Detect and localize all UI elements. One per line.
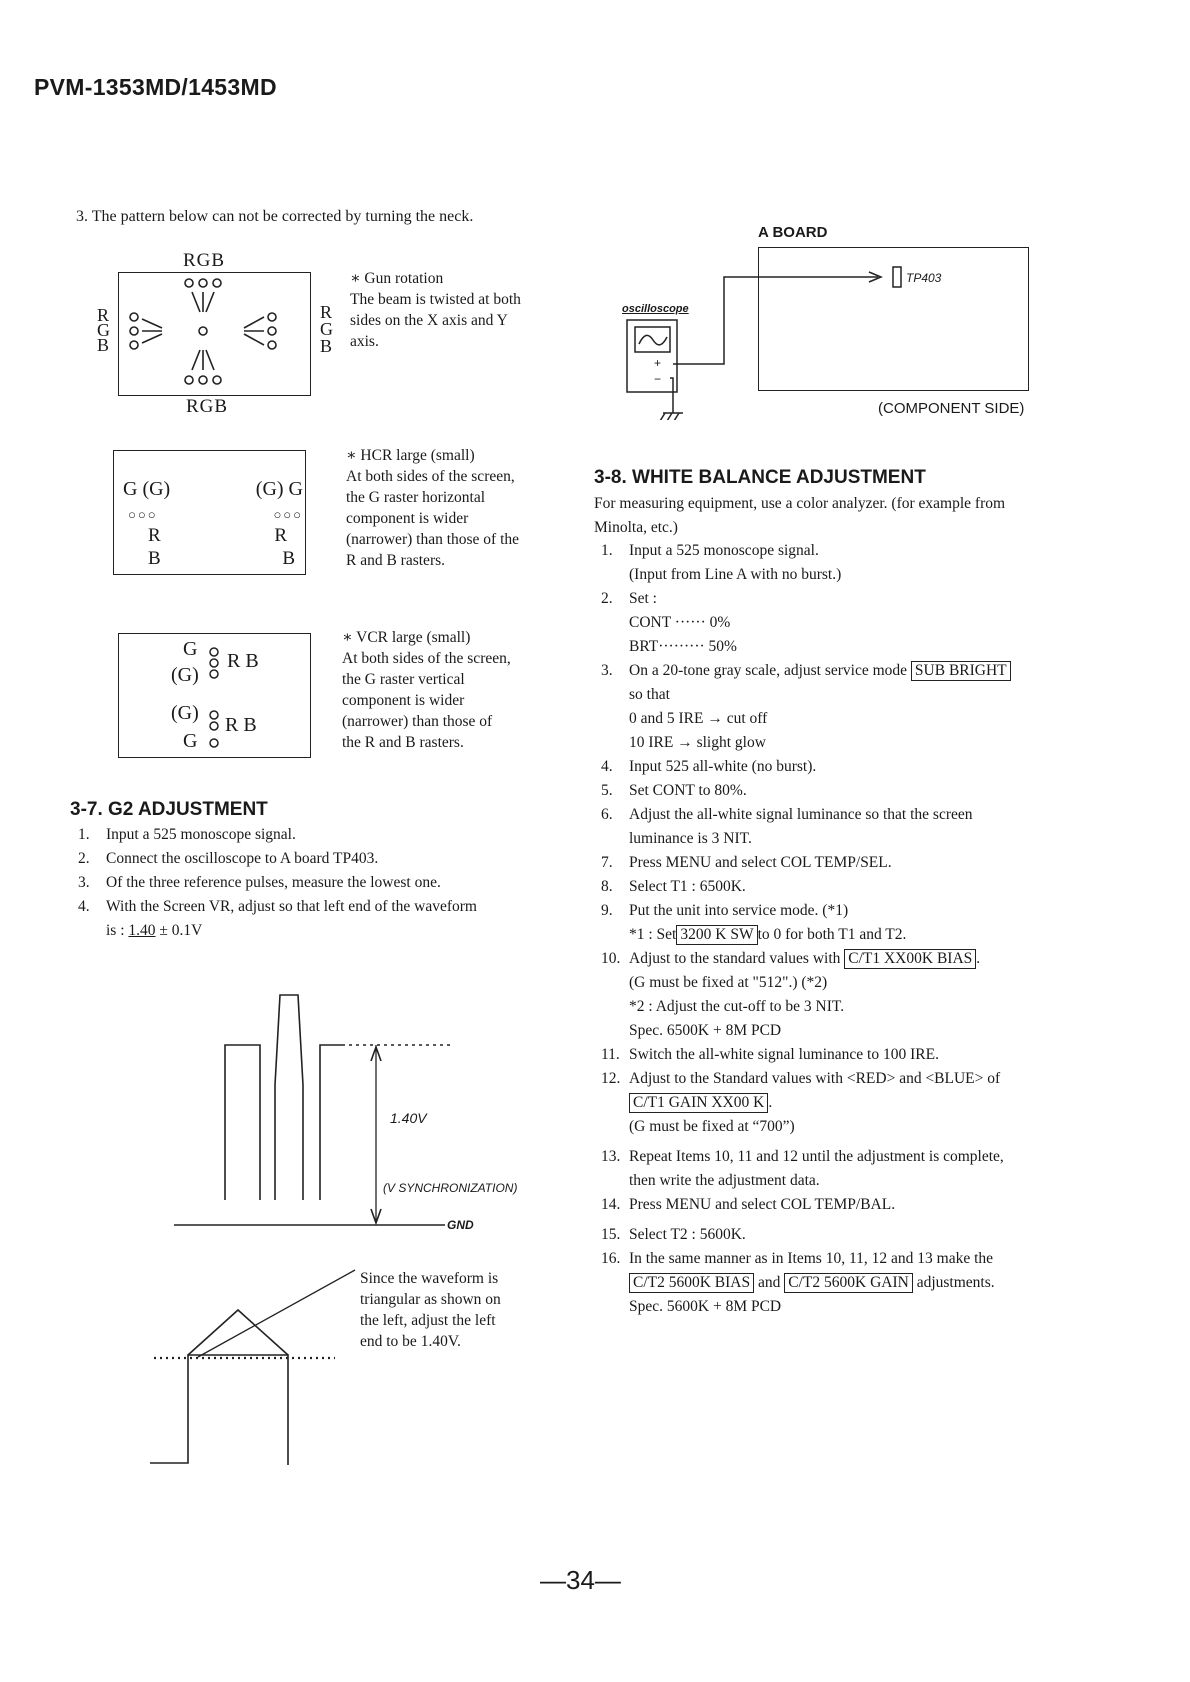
ground-wire [670,378,673,413]
wb-step-11 [601,1043,1086,1067]
wb-intro [594,492,1005,540]
triangular-peak [188,1310,288,1355]
wb-step-3-glow: 10 IRE → slight glow [629,734,766,751]
step-text: Press MENU and select COL TEMP/BAL. [629,1196,896,1213]
gun-beam-line [192,292,200,312]
gun-beam-line [244,317,264,328]
vcr-rb-top: R B [227,650,259,672]
wb-step-6 [601,803,1086,827]
waveform-pulse-1 [225,1045,260,1200]
hcr-left-top: G (G) [123,478,171,500]
waveform-pulse-2 [275,995,303,1200]
vcr-g-bottom: G [183,730,198,752]
gun-beam-line [142,334,162,343]
triangular-waveform-diagram [150,1265,370,1470]
gun-rotation-line: axis. [350,333,379,350]
wb-step-12-key [601,1091,1086,1115]
hcr-note [346,445,519,571]
step-text: adjustments. [916,1274,995,1291]
wb-step-2-cont: CONT ······ 0% [629,614,731,631]
probe-wire [673,277,878,364]
gun-dot [199,376,207,384]
wb-step-10-spec: Spec. 6500K + 8M PCD [629,1022,782,1039]
vcr-line: the R and B rasters. [342,734,464,751]
step-num: 6. [601,806,613,823]
gun-right-label [320,304,333,355]
wb-steps [601,539,1086,1319]
g2-step [78,823,598,847]
gun-beam-line [192,350,200,370]
g2-step [78,871,598,895]
hcr-right-dots: ○○○ [273,507,303,522]
wb-step-2-brt: BRT········· 50% [629,638,737,655]
vcr-gp-bottom: (G) [171,702,199,724]
g2-target-value: 1.40 [128,922,156,939]
hcr-title: ∗ HCR large (small) [346,447,475,464]
step-text: In the same manner as in Items 10, 11, 12 and 13 make the [629,1250,994,1267]
wb-step-3 [601,659,1086,683]
hcr-left-r: R [148,525,161,546]
step-num: 12. [601,1070,621,1087]
wb-intro-line: For measuring equipment, use a color analyzer. (for example from [594,495,1006,512]
triangular-note-line: Since the waveform is [360,1270,499,1287]
probe-minus-label: − [654,372,662,386]
probe-plus-label: + [654,356,662,370]
g2-step [78,895,598,919]
step-num: 2. [601,590,613,607]
section-intro-text: 3. The pattern below can not be corrected by turning the neck. [76,208,474,225]
step-num: 15. [601,1226,621,1243]
gun-dot [130,341,138,349]
waveform-voltage-label: 1.40V [390,1110,427,1126]
hcr-line: R and B rasters. [346,552,446,569]
step-num: 10. [601,950,621,967]
tp403-connector [893,267,901,287]
gun-left-label [97,305,110,355]
wb-step-16 [601,1247,1086,1271]
document-model-title: PVM-1353MD/1453MD [34,74,277,100]
3200k-sw-key: 3200 K SW [676,925,757,945]
step-text: Select T1 : 6500K. [629,878,746,895]
wb-intro-line: Minolta, etc.) [594,519,678,536]
hcr-raster-box [113,450,306,575]
step-text: Input a 525 monoscope signal. [629,542,819,559]
gun-dot [130,313,138,321]
g2-step4-prefix: is : [106,922,129,939]
g2-step-text: Input a 525 monoscope signal. [106,826,296,843]
wb-step-4 [601,755,1086,779]
wb-step-1-sub: (Input from Line A with no burst.) [629,566,842,583]
step-num: 11. [601,1046,620,1063]
wb-step-16-keys [601,1271,1086,1295]
step-num: 14. [601,1196,621,1213]
vcr-g-top: G [183,638,198,660]
hcr-right-r: R [274,525,287,546]
step-num: 7. [601,854,613,871]
vcr-line: the G raster vertical [342,671,465,688]
step-text: *1 : Set [629,926,677,943]
page-number: —34— [540,1565,621,1595]
wb-step-3-cutoff: 0 and 5 IRE → cut off [629,710,768,727]
component-side-label: (COMPONENT SIDE) [878,400,1025,417]
step-text: Repeat Items 10, 11 and 12 until the adjustment is complete, [629,1148,1004,1165]
step-text: Select T2 : 5600K. [629,1226,746,1243]
g2-tolerance: ± 0.1V [155,922,203,939]
gun-left-g: G [97,320,110,340]
g2-step-text: Of the three reference pulses, measure the lowest one. [106,874,441,891]
step-text: Adjust the all-white signal luminance so that the screen [629,806,973,823]
step-num: 8. [601,878,613,895]
step-num: 13. [601,1148,621,1165]
gun-dot [268,313,276,321]
vcr-raster-box [118,633,311,758]
wb-step-14 [601,1193,1086,1217]
wb-step-5 [601,779,1086,803]
hcr-left-dots: ○○○ [128,507,158,522]
g2-step-num: 4. [78,898,90,915]
wb-step-8 [601,875,1086,899]
a-board-title: A BOARD [758,224,828,241]
gun-bottom-label: RGB [186,396,229,417]
wb-step-13 [601,1145,1086,1169]
vcr-rb-bottom: R B [225,714,257,736]
gun-left-r: R [97,305,110,325]
triangular-note-line: triangular as shown on [360,1291,501,1308]
vcr-line: component is wider [342,692,465,709]
wb-step-9-sub [601,923,1086,947]
ct1-gain-key: C/T1 GAIN XX00 K [629,1093,768,1113]
hcr-right-b: B [282,548,295,569]
step-text: . [768,1094,773,1111]
ct2-bias-key: C/T2 5600K BIAS [629,1273,754,1293]
hcr-line: the G raster horizontal [346,489,486,506]
step-text: Press MENU and select COL TEMP/SEL. [629,854,892,871]
wb-step-13-sub: then write the adjustment data. [629,1172,820,1189]
step-text: . [976,950,981,967]
wb-step-3-sub: so that [629,686,670,703]
hcr-line: (narrower) than those of the [346,531,520,548]
step-num: 5. [601,782,613,799]
gun-center-dot [199,327,207,335]
wb-step-12-g: (G must be fixed at “700”) [629,1118,795,1135]
step-text: to 0 for both T1 and T2. [757,926,907,943]
g2-step-text: With the Screen VR, adjust so that left end of the waveform [106,898,477,915]
gun-beam-line [142,319,162,328]
gun-right-r: R [320,302,333,322]
wb-step-10-cutoff: *2 : Adjust the cut-off to be 3 NIT. [629,998,845,1015]
wb-step-10-g: (G must be fixed at "512".) (*2) [629,974,828,991]
hcr-line: component is wider [346,510,469,527]
vcr-line: (narrower) than those of [342,713,493,730]
triangular-note-line: the left, adjust the left [360,1312,496,1329]
gun-rotation-line: sides on the X axis and Y [350,312,508,329]
step-text: Adjust to the standard values with [629,950,841,967]
step-text: Input 525 all-white (no burst). [629,758,817,775]
wb-step-2 [601,587,1086,611]
step-text: Set CONT to 80%. [629,782,747,799]
hcr-line: At both sides of the screen, [346,468,515,485]
gun-dot [130,327,138,335]
waveform-pulse-3 [320,1045,342,1200]
ct2-gain-key: C/T2 5600K GAIN [784,1273,913,1293]
triangular-pulse [150,1355,288,1465]
triangular-note [360,1268,501,1352]
wb-step-16-spec: Spec. 5600K + 8M PCD [629,1298,782,1315]
gun-left-b: B [97,335,110,355]
step-num: 3. [601,662,613,679]
g2-step-num: 3. [78,874,90,891]
step-num: 1. [601,542,613,559]
tp403-label: TP403 [906,271,942,285]
gun-dot [213,376,221,384]
triangular-note-line: end to be 1.40V. [360,1333,461,1350]
gun-dot [185,376,193,384]
vcr-dots [119,634,310,757]
wb-step-9 [601,899,1086,923]
step-text: Set : [629,590,657,607]
g2-step-num: 2. [78,850,90,867]
gun-dot [199,279,207,287]
vcr-gp-top: (G) [171,664,199,686]
step-text: Put the unit into service mode. (*1) [629,902,849,919]
gun-rotation-title: ∗ Gun rotation [350,270,444,287]
wb-step-1 [601,539,1086,563]
hcr-right-top: (G) G [255,478,303,500]
vcr-note [342,627,511,753]
ct1-bias-key: C/T1 XX00K BIAS [844,949,976,969]
sine-wave-icon [639,335,667,344]
waveform-gnd-label: GND [447,1218,474,1232]
gun-beam-line [244,334,264,345]
step-text: and [758,1274,781,1291]
gun-dot [213,279,221,287]
wb-step-7 [601,851,1086,875]
g2-heading: 3-7. G2 ADJUSTMENT [70,799,268,820]
gun-rotation-pattern [90,270,350,400]
gun-beam-line [206,292,214,312]
gun-dot [268,341,276,349]
wb-step-15 [601,1223,1086,1247]
gun-rotation-note [350,268,521,352]
step-num: 9. [601,902,613,919]
waveform-sync-label: (V SYNCHRONIZATION) [383,1181,518,1195]
gun-top-label: RGB [183,250,226,271]
gun-rotation-line: The beam is twisted at both [350,291,521,308]
g2-step4-cont [78,919,598,943]
g2-step-text: Connect the oscilloscope to A board TP403. [106,850,379,867]
g2-waveform-diagram [160,975,460,1235]
gun-beam-line [206,350,214,370]
wb-step-10 [601,947,1086,971]
g2-step [78,847,598,871]
gun-right-b: B [320,336,333,356]
vcr-title: ∗ VCR large (small) [342,629,471,646]
hcr-left-b: B [148,548,161,569]
step-text: Switch the all-white signal luminance to 100 IRE. [629,1046,939,1063]
sub-bright-key: SUB BRIGHT [911,661,1011,681]
g2-step-num: 1. [78,826,90,843]
g2-steps [78,823,598,943]
step-num: 16. [601,1250,621,1267]
oscilloscope-label: oscilloscope [622,303,689,315]
vcr-line: At both sides of the screen, [342,650,511,667]
wb-step-12 [601,1067,1086,1091]
step-text: On a 20-tone gray scale, adjust service mode [629,662,908,679]
gun-right-g: G [320,319,333,339]
wb-heading: 3-8. WHITE BALANCE ADJUSTMENT [594,467,926,488]
step-num: 4. [601,758,613,775]
step-text: Adjust to the Standard values with <RED> and <BLUE> of [629,1070,1001,1087]
gun-dot [185,279,193,287]
wb-step-6-sub: luminance is 3 NIT. [629,830,752,847]
gun-dot [268,327,276,335]
